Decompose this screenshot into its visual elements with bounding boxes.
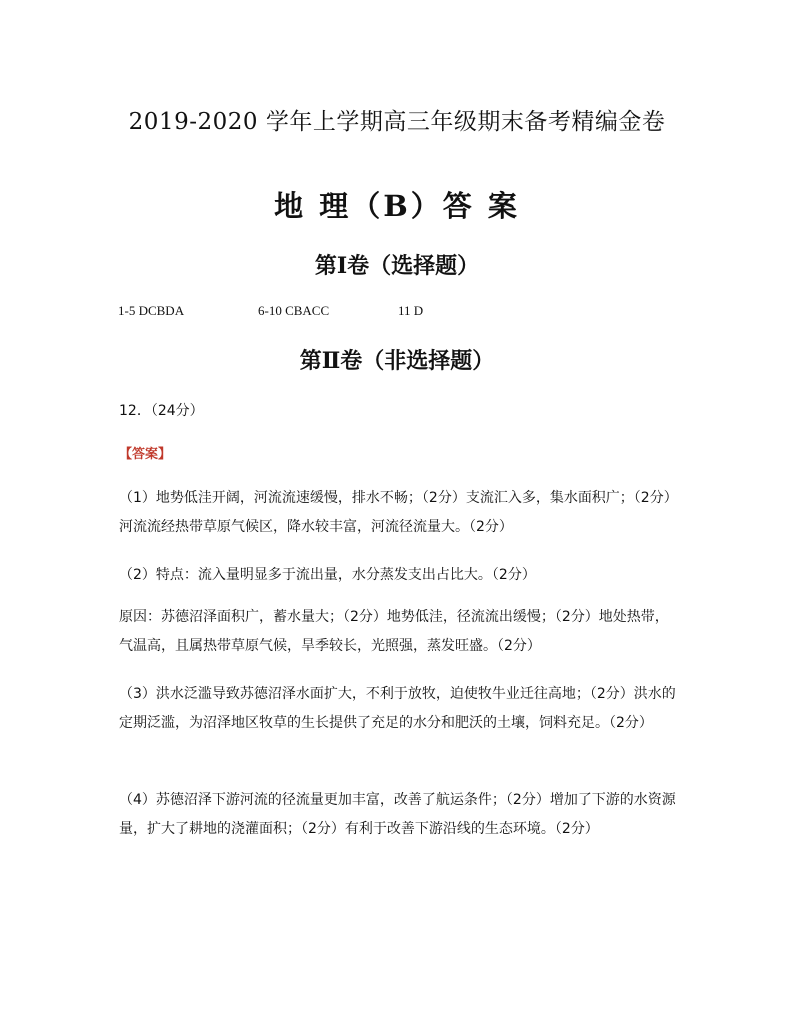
answer-paragraph-5: （4）苏德沼泽下游河流的径流量更加丰富，改善了航运条件；（2分）增加了下游的水资源量，扩大了耕地的浇灌面积；（2分）有利于改善下游沿线的生态环境。（2分） (119, 792, 676, 837)
choice-answer-group-3: 11 D (398, 303, 424, 318)
answer-paragraph-4: （3）洪水泛滥导致苏德沼泽水面扩大，不利于放牧，迫使牧牛业迁往高地；（2分）洪水的定期泛滥，为沼泽地区牧草的生长提供了充足的水分和肥沃的土壤，饲料充足。（2分） (119, 686, 676, 731)
answer-paragraph-2: （2）特点：流入量明显多于流出量，水分蒸发支出占比大。（2分） (119, 567, 536, 583)
answer-paragraph-3: 原因：苏德沼泽面积广，蓄水量大；（2分）地势低洼，径流流出缓慢；（2分）地处热带，气温高，且属热带草原气候，旱季较长，光照强，蒸发旺盛。（2分） (119, 609, 669, 654)
choice-answer-group-2: 6-10 CBACC (258, 303, 330, 318)
question-number: 12．（24分） (119, 403, 204, 419)
document-title: 2019-2020 学年上学期高三年级期末备考精编金卷 (128, 109, 666, 135)
part2-heading: 第Ⅱ卷（非选择题） (299, 348, 495, 374)
answer-paragraph-1: （1）地势低洼开阔，河流流速缓慢，排水不畅；（2分）支流汇入多，集水面积广；（2分）河流流经热带草原气候区，降水较丰富，河流径流量大。（2分） (119, 490, 678, 535)
answer-tag: 【答案】 (119, 447, 172, 462)
choice-answer-group-1: 1-5 DCBDA (118, 303, 185, 318)
part1-heading: 第Ⅰ卷（选择题） (314, 253, 480, 279)
subject-heading: 地 理（B）答 案 (274, 189, 520, 223)
